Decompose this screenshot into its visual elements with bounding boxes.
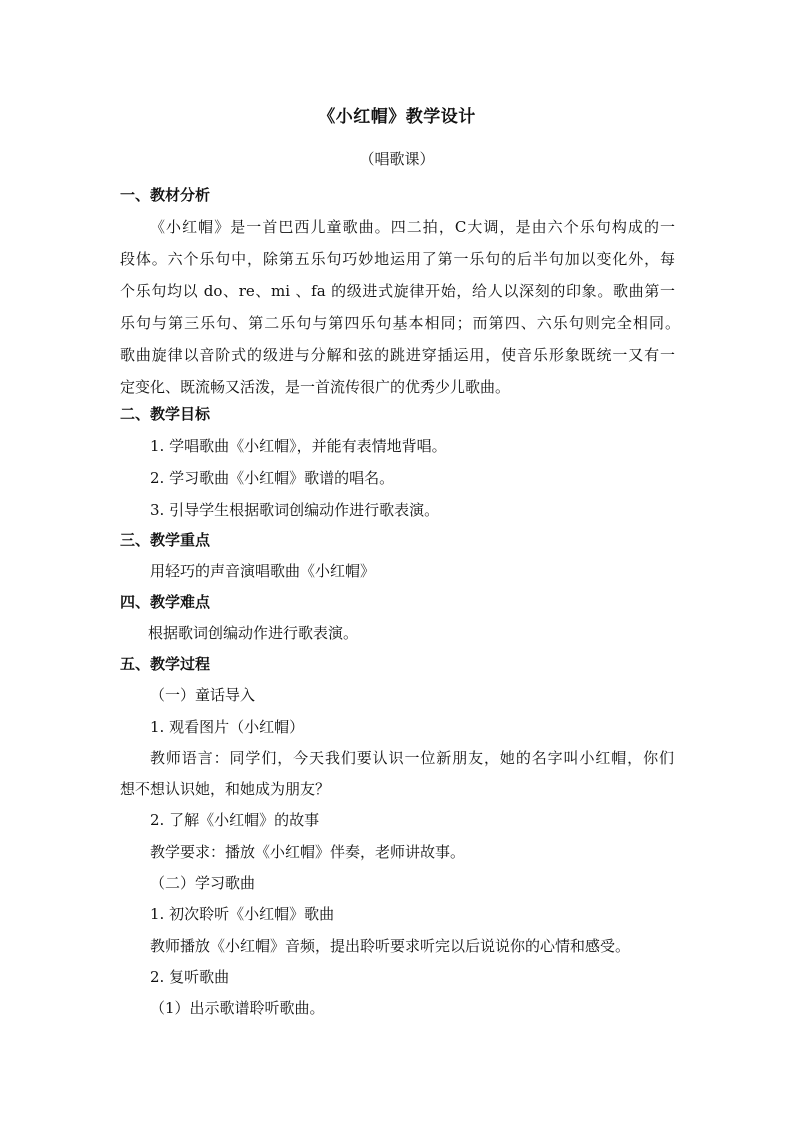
section-heading-difficulty: 四、教学难点	[120, 593, 211, 611]
analysis-line: 乐句与第三乐句、第二乐句与第四乐句基本相同；而第四、六乐句则完全相同。	[120, 314, 680, 332]
section-heading-goals: 二、教学目标	[120, 405, 211, 423]
goal-item: 3. 引导学生根据歌词创编动作进行歌表演。	[150, 501, 440, 519]
process-step: 1. 观看图片（小红帽）	[150, 718, 305, 736]
section-heading-focus: 三、教学重点	[120, 531, 211, 549]
teacher-speech-line: 教师语言：同学们，今天我们要认识一位新朋友，她的名字叫小红帽，你们	[150, 749, 674, 767]
process-part-title: （二）学习歌曲	[150, 874, 256, 892]
analysis-line: 段体。六个乐句中，除第五乐句巧妙地运用了第一乐句的后半句加以变化外，每	[120, 250, 675, 268]
analysis-line: 歌曲旋律以音阶式的级进与分解和弦的跳进穿插运用，使音乐形象既统一又有一	[120, 346, 675, 364]
process-step: 2. 了解《小红帽》的故事	[150, 811, 320, 829]
section-heading-process: 五、教学过程	[120, 655, 211, 673]
goal-item: 2. 学习歌曲《小红帽》歌谱的唱名。	[150, 469, 395, 487]
process-part-title: （一）童话导入	[150, 686, 256, 704]
process-step: 2. 复听歌曲	[150, 968, 230, 986]
document-title: 《小红帽》教学设计	[318, 107, 476, 127]
teaching-requirement: 教学要求：播放《小红帽》伴奏，老师讲故事。	[150, 843, 466, 861]
process-step: 1. 初次聆听《小红帽》歌曲	[150, 905, 335, 923]
analysis-line: 《小红帽》是一首巴西儿童歌曲。四二拍，C大调，是由六个乐句构成的一	[150, 218, 675, 236]
process-sub-step: （1）出示歌谱聆听歌曲。	[150, 999, 325, 1017]
process-step-text: 教师播放《小红帽》音频，提出聆听要求听完以后说说你的心情和感受。	[150, 937, 631, 955]
document-subtitle: （唱歌课）	[359, 150, 435, 168]
focus-text: 用轻巧的声音演唱歌曲《小红帽》	[150, 562, 376, 580]
difficulty-text: 根据歌词创编动作进行歌表演。	[148, 624, 359, 642]
analysis-line: 个乐句均以 do、re、mi 、fa 的级进式旋律开始，给人以深刻的印象。歌曲第一	[120, 282, 675, 300]
analysis-line: 定变化、既流畅又活泼，是一首流传很广的优秀少儿歌曲。	[120, 378, 511, 396]
section-heading-analysis: 一、教材分析	[120, 186, 211, 204]
teacher-speech-line: 想不想认识她，和她成为朋友？	[120, 780, 331, 798]
goal-item: 1. 学唱歌曲《小红帽》，并能有表情地背唱。	[150, 437, 447, 455]
